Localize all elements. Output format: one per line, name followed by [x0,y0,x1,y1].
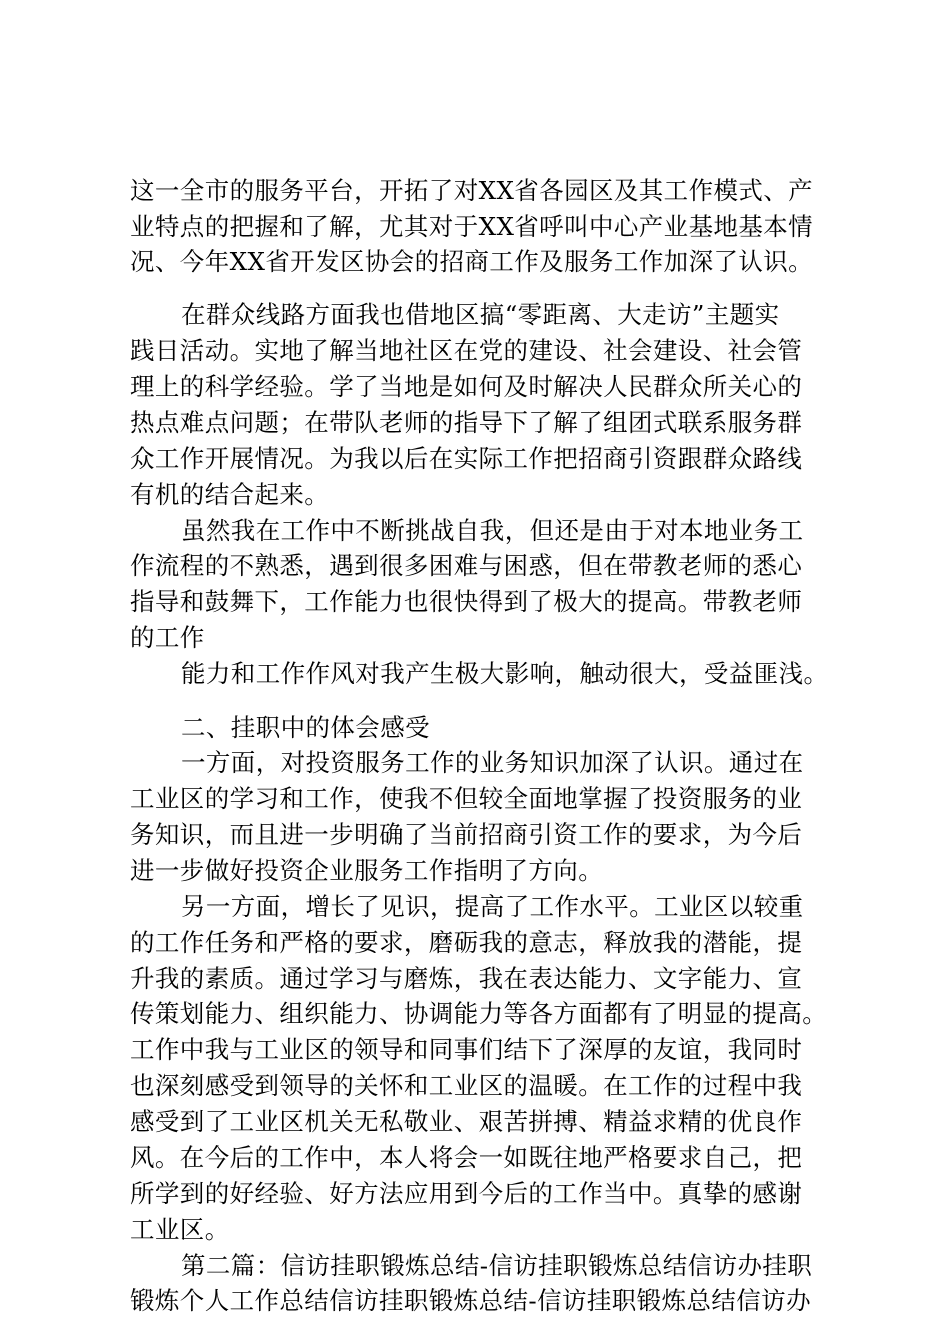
text-line: 众工作开展情况。为我以后在实际工作把招商引资跟群众路线 [130,444,803,473]
text-line: 有机的结合起来。 [130,480,330,509]
text-line: 工业区的学习和工作，使我不但较全面地掌握了投资服务的业 [130,784,803,813]
text-line: 在群众线路方面我也借地区搞“零距离、大走访”主题实 [181,300,780,329]
text-line: 况、今年XX省开发区协会的招商工作及服务工作加深了认识。 [130,247,814,276]
text-line: 虽然我在工作中不断挑战自我，但还是由于对本地业务工 [181,516,804,545]
text-line: 所学到的好经验、好方法应用到今后的工作当中。真挚的感谢 [130,1179,803,1208]
text-line: 这一全市的服务平台，开拓了对XX省各园区及其工作模式、产 [130,176,814,205]
text-line: 传策划能力、组织能力、协调能力等各方面都有了明显的提高。 [130,999,828,1028]
text-line: 指导和鼓舞下，工作能力也很快得到了极大的提高。带教老师 [130,587,803,616]
text-line: 也深刻感受到领导的关怀和工业区的温暖。在工作的过程中我 [130,1071,803,1100]
text-line: 另一方面，增长了见识，提高了工作水平。工业区以较重 [181,892,804,921]
text-line: 感受到了工业区机关无私敬业、艰苦拼搏、精益求精的优良作 [130,1107,803,1136]
text-line: 作流程的不熟悉，遇到很多困难与困惑，但在带教老师的悉心 [130,551,803,580]
text-line: 工作中我与工业区的领导和同事们结下了深厚的友谊，我同时 [130,1035,803,1064]
text-line: 理上的科学经验。学了当地是如何及时解决人民群众所关心的 [130,372,803,401]
text-line: 升我的素质。通过学习与磨炼，我在表达能力、文字能力、宣 [130,964,803,993]
text-line: 锻炼个人工作总结信访挂职锻炼总结-信访挂职锻炼总结信访办 [130,1286,811,1315]
text-line: 工业区。 [130,1215,230,1244]
text-line: 的工作任务和严格的要求，磨砺我的意志，释放我的潜能，提 [130,928,803,957]
text-line: 践日活动。实地了解当地社区在党的建设、社会建设、社会管 [130,336,803,365]
text-line: 进一步做好投资企业服务工作指明了方向。 [130,856,604,885]
text-line: 务知识，而且进一步明确了当前招商引资工作的要求，为今后 [130,820,803,849]
text-line: 第二篇：信访挂职锻炼总结-信访挂职锻炼总结信访办挂职 [181,1251,813,1280]
text-line: 热点难点问题；在带队老师的指导下了解了组团式联系服务群 [130,408,803,437]
text-line: 业特点的把握和了解，尤其对于XX省呼叫中心产业基地基本情 [130,212,814,241]
section-heading: 二、挂职中的体会感受 [181,713,430,742]
text-line: 的工作 [130,623,205,652]
text-line: 一方面，对投资服务工作的业务知识加深了认识。通过在 [181,748,804,777]
text-line: 风。在今后的工作中，本人将会一如既往地严格要求自己，把 [130,1143,803,1172]
text-line: 能力和工作作风对我产生极大影响，触动很大，受益匪浅。 [181,659,829,688]
